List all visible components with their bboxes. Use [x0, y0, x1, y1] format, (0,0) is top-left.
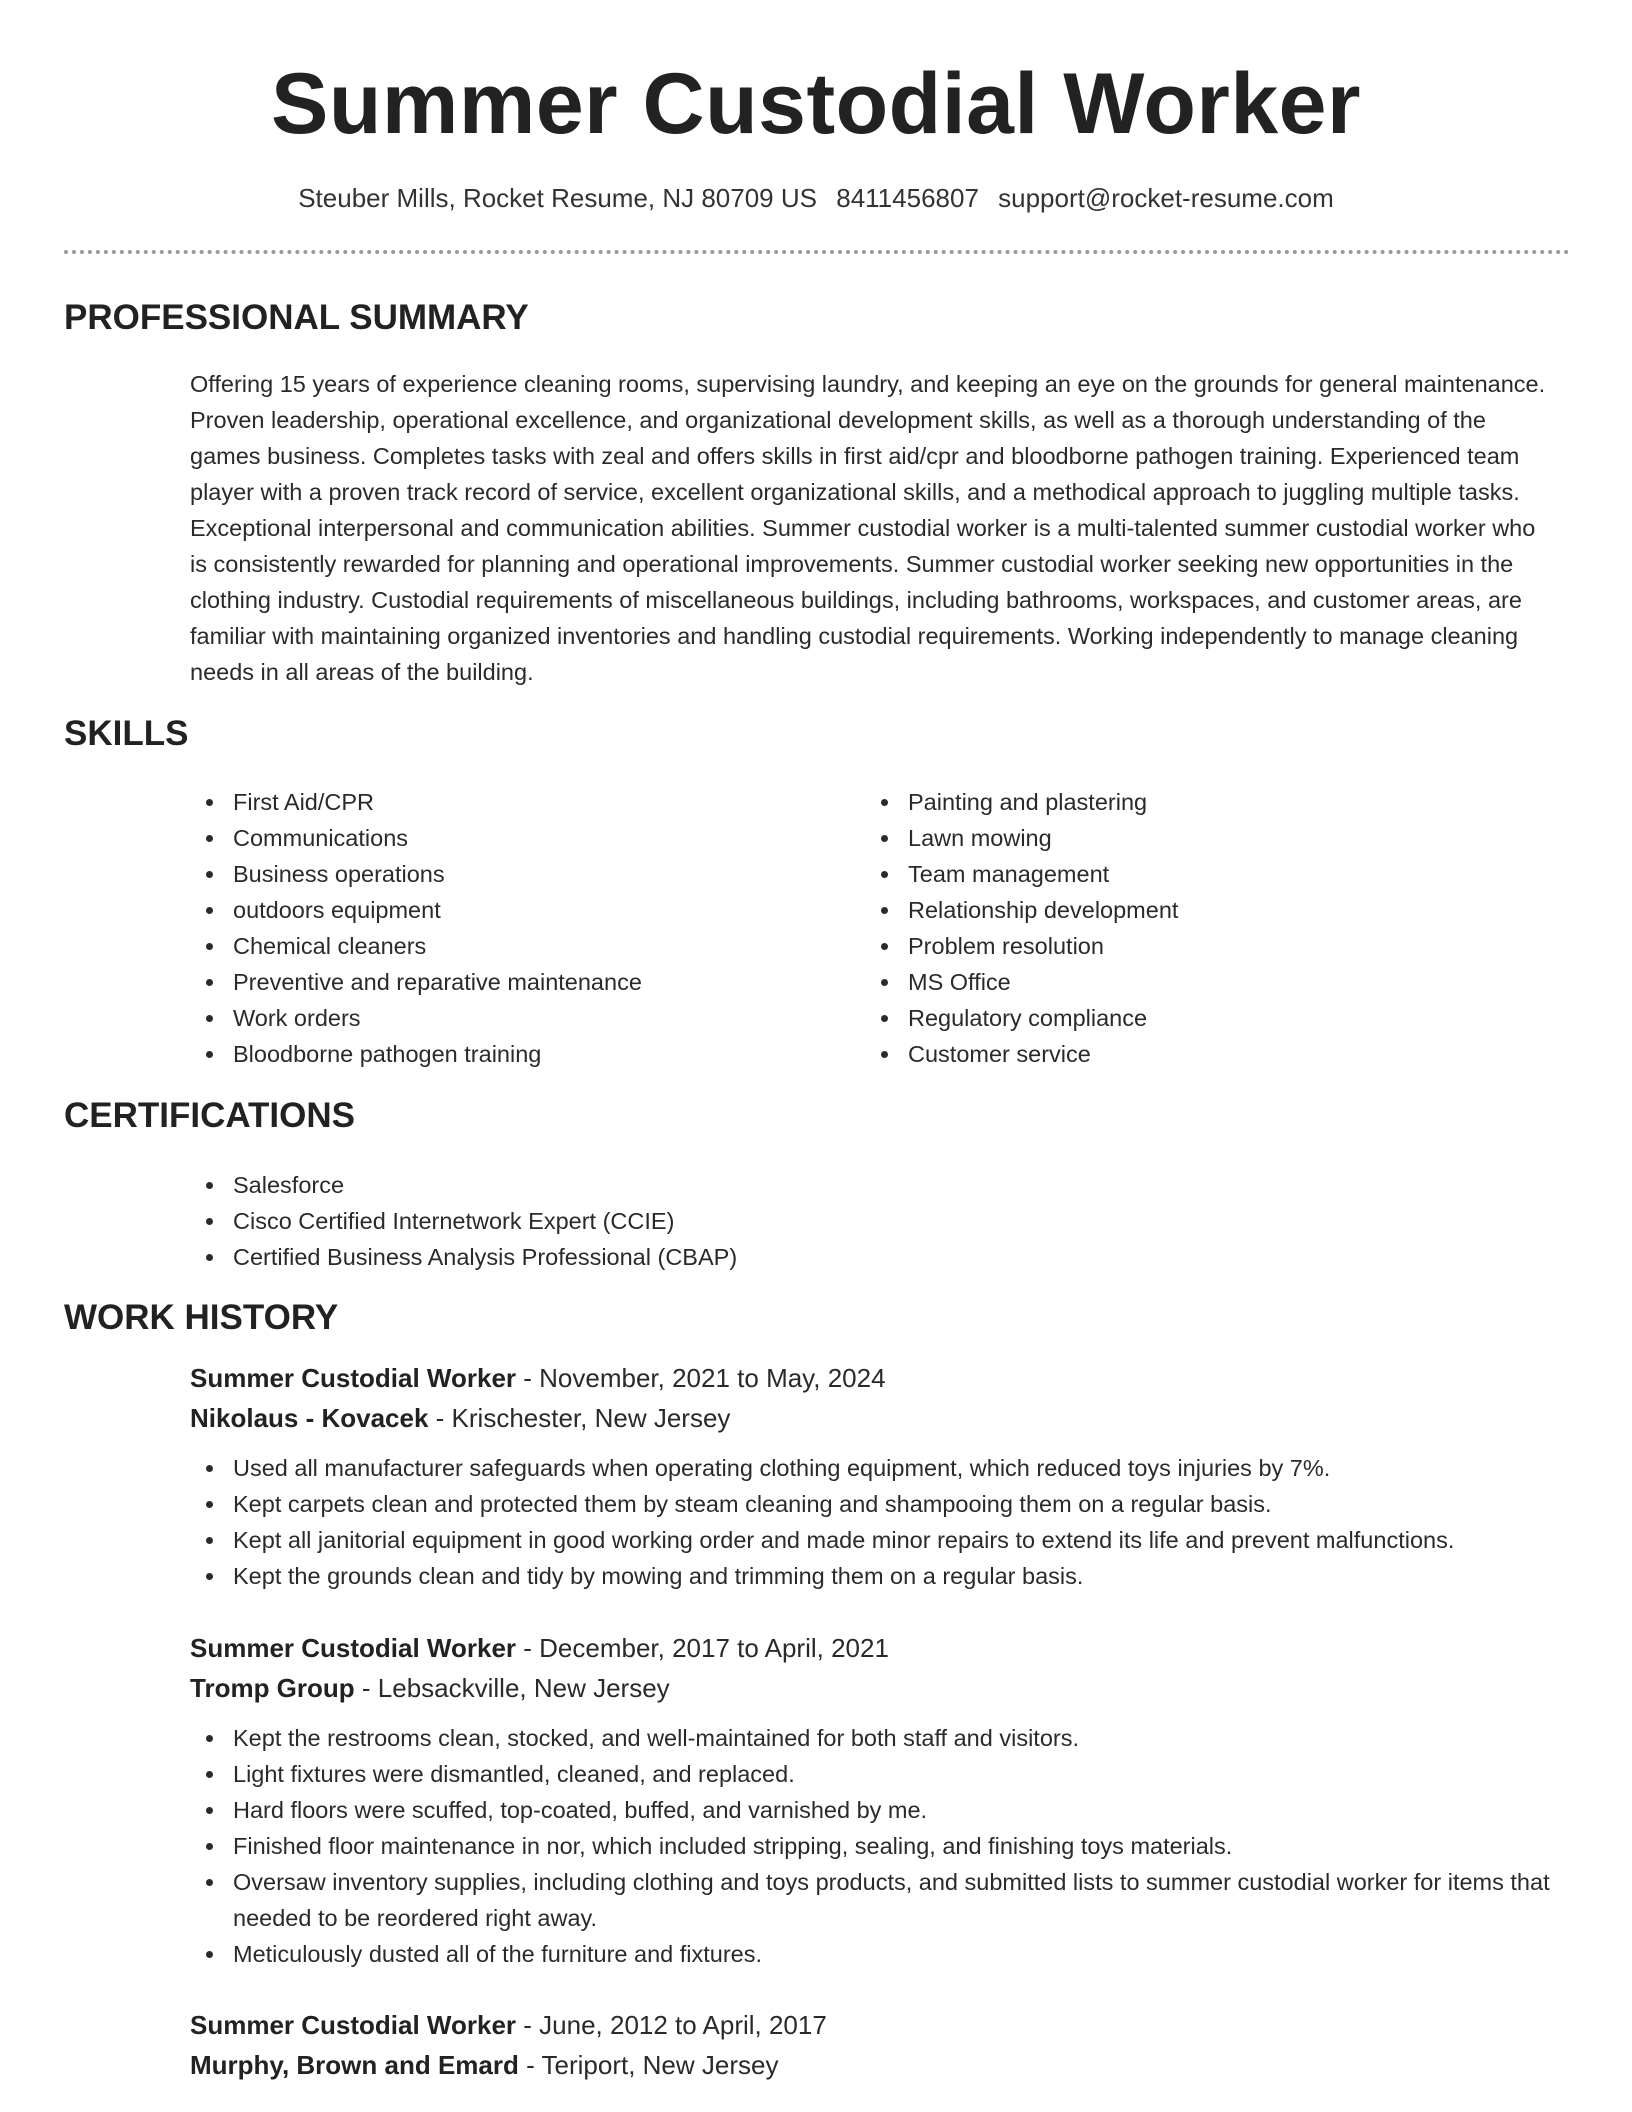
skill-item: Chemical cleaners: [190, 928, 810, 964]
skill-item: Business operations: [190, 856, 810, 892]
certification-item: Salesforce: [190, 1167, 1490, 1203]
address-text: Steuber Mills, Rocket Resume, NJ 80709 US: [298, 183, 817, 213]
skill-item: Customer service: [865, 1036, 1485, 1072]
job-title: Summer Custodial Worker: [190, 1633, 517, 1663]
skill-item: Team management: [865, 856, 1485, 892]
job-title: Summer Custodial Worker: [190, 2010, 517, 2040]
skills-list-left: [190, 784, 810, 1072]
job-bullets: [190, 1450, 1570, 1594]
header-divider: [64, 250, 1570, 254]
skill-item: outdoors equipment: [190, 892, 810, 928]
job-bullet: Kept carpets clean and protected them by steam cleaning and shampooing them on a regular basis.: [190, 1486, 1570, 1522]
skill-item: MS Office: [865, 964, 1485, 1000]
skill-item: Communications: [190, 820, 810, 856]
job-title-line: [190, 2005, 1570, 2045]
skill-item: Preventive and reparative maintenance: [190, 964, 810, 1000]
skill-item: Regulatory compliance: [865, 1000, 1485, 1036]
certifications-list: [190, 1167, 1490, 1275]
phone-text: 8411456807: [836, 183, 979, 213]
candidate-name: Summer Custodial Worker: [271, 56, 1361, 152]
skill-item: Relationship development: [865, 892, 1485, 928]
job-bullet: Hard floors were scuffed, top-coated, buffed, and varnished by me.: [190, 1792, 1570, 1828]
skill-item: Work orders: [190, 1000, 810, 1036]
job-dates: - December, 2017 to April, 2021: [516, 1633, 889, 1663]
job-title: Summer Custodial Worker: [190, 1363, 517, 1393]
company-name: Nikolaus - Kovacek: [190, 1403, 429, 1433]
certification-item: Cisco Certified Internetwork Expert (CCIE): [190, 1203, 1490, 1239]
job-location: - Krischester, New Jersey: [428, 1403, 731, 1433]
company-name: Murphy, Brown and Emard: [190, 2050, 519, 2080]
section-title-summary: PROFESSIONAL SUMMARY: [64, 298, 529, 337]
summary-text: Offering 15 years of experience cleaning rooms, supervising laundry, and keeping an eye on the grounds for general maintenance. Proven leadership, operational excellence, and organizational development skills, as well as a thorough understanding of the games business. Completes tasks with zeal and offers skills in first aid/cpr and bloodborne pathogen training. Experienced team player with a proven track record of service, excellent organizational skills, and a methodical approach to juggling multiple tasks. Exceptional interpersonal and communication abilities. Summer custodial worker is a multi-talented summer custodial worker who is consistently rewarded for planning and operational improvements. Summer custodial worker seeking new opportunities in the clothing industry. Custodial requirements of miscellaneous buildings, including bathrooms, workspaces, and customer areas, are familiar with maintaining organized inventories and handling custodial requirements. Working independently to manage cleaning needs in all areas of the building.: [190, 371, 1546, 685]
certification-item: Certified Business Analysis Professional (CBAP): [190, 1239, 1490, 1275]
skill-item: Problem resolution: [865, 928, 1485, 964]
job-bullet: Meticulously dusted all of the furniture and fixtures.: [190, 1936, 1570, 1972]
job-company-line: [190, 1668, 1570, 1708]
section-title-work-history: WORK HISTORY: [64, 1298, 339, 1337]
contact-line: [0, 180, 1632, 216]
company-name: Tromp Group: [190, 1673, 355, 1703]
job-title-line: [190, 1358, 1570, 1398]
job-company-line: [190, 2045, 1570, 2085]
job-location: - Lebsackville, New Jersey: [354, 1673, 670, 1703]
skill-item: Lawn mowing: [865, 820, 1485, 856]
skill-item: Painting and plastering: [865, 784, 1485, 820]
job-bullet: Kept all janitorial equipment in good working order and made minor repairs to extend its life and prevent malfunctions.: [190, 1522, 1570, 1558]
job-entry: [190, 1358, 1570, 1594]
job-title-line: [190, 1628, 1570, 1668]
job-bullet: Finished floor maintenance in nor, which included stripping, sealing, and finishing toys materials.: [190, 1828, 1570, 1864]
section-title-certifications: CERTIFICATIONS: [64, 1096, 356, 1135]
skill-item: Bloodborne pathogen training: [190, 1036, 810, 1072]
job-bullet: Used all manufacturer safeguards when operating clothing equipment, which reduced toys injuries by 7%.: [190, 1450, 1570, 1486]
job-bullet: Light fixtures were dismantled, cleaned, and replaced.: [190, 1756, 1570, 1792]
job-bullets: [190, 1720, 1570, 1972]
section-title-skills: SKILLS: [64, 714, 189, 753]
job-company-line: [190, 1398, 1570, 1438]
job-dates: - November, 2021 to May, 2024: [516, 1363, 886, 1393]
skills-list-right: [865, 784, 1485, 1072]
job-bullet: Kept the restrooms clean, stocked, and well-maintained for both staff and visitors.: [190, 1720, 1570, 1756]
job-entry: [190, 2005, 1570, 2085]
job-bullet: Oversaw inventory supplies, including clothing and toys products, and submitted lists to summer custodial worker for items that needed to be reordered right away.: [190, 1864, 1570, 1936]
job-dates: - June, 2012 to April, 2017: [516, 2010, 827, 2040]
job-entry: [190, 1628, 1570, 1972]
email-link[interactable]: support@rocket-resume.com: [998, 183, 1334, 213]
job-bullet: Kept the grounds clean and tidy by mowing and trimming them on a regular basis.: [190, 1558, 1570, 1594]
skill-item: First Aid/CPR: [190, 784, 810, 820]
job-location: - Teriport, New Jersey: [518, 2050, 779, 2080]
